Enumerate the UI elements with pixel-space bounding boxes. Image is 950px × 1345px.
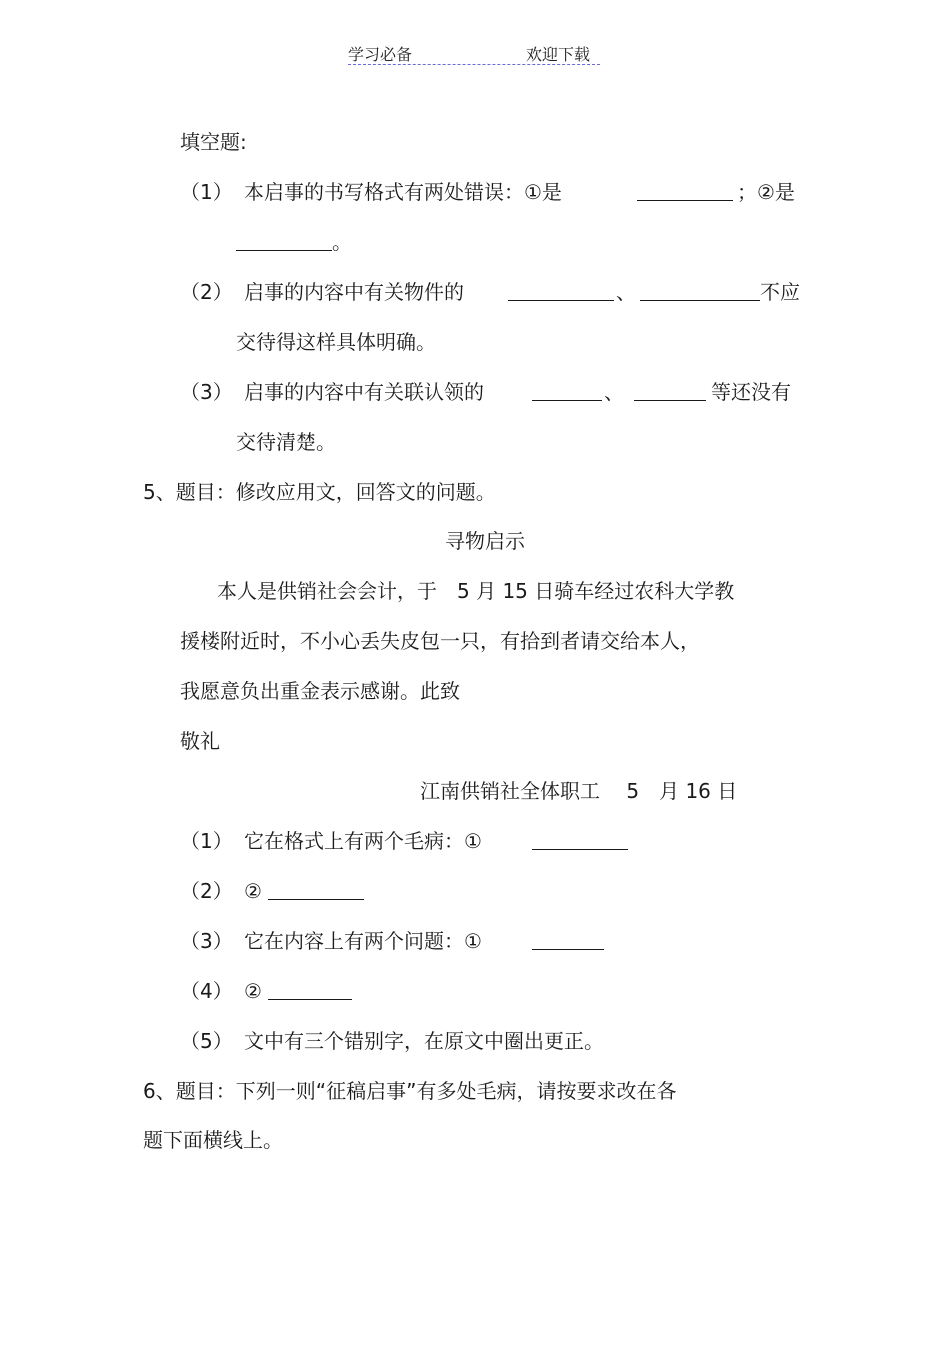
fill-heading: 填空题: xyxy=(180,130,247,154)
answer-blank[interactable] xyxy=(640,282,760,301)
q4-item-1-text: 本启事的书写格式有两处错误：①是 xyxy=(244,180,562,204)
q6-line-1: 6、题目：下列一则“征稿启事”有多处毛病，请按要求改在各 xyxy=(143,1079,677,1103)
answer-blank[interactable] xyxy=(634,382,706,401)
q5-item-1-text: 它在格式上有两个毛病：① xyxy=(244,829,482,853)
q4-item-2-sep: 、 xyxy=(616,280,636,304)
answer-blank[interactable] xyxy=(532,382,602,401)
q5-item-3-number: （3） xyxy=(180,929,233,953)
answer-blank[interactable] xyxy=(236,232,332,251)
notice-closing: 敬礼 xyxy=(180,729,220,753)
notice-title: 寻物启示 xyxy=(445,529,525,553)
q4-item-1-end: 。 xyxy=(332,230,352,254)
q5-item-5-number: （5） xyxy=(180,1029,233,1053)
q5-item-1-number: （1） xyxy=(180,829,233,853)
notice-body-line-3: 我愿意负出重金表示感谢。此致 xyxy=(180,679,460,703)
q5-item-5-text: 文中有三个错别字，在原文中圈出更正。 xyxy=(244,1029,604,1053)
notice-body-line-2: 援楼附近时，不小心丢失皮包一只，有拾到者请交给本人， xyxy=(180,629,700,653)
q5-item-3-text: 它在内容上有两个问题：① xyxy=(244,929,482,953)
answer-blank[interactable] xyxy=(268,981,352,1000)
q4-item-2-text: 启事的内容中有关物件的 xyxy=(244,280,464,304)
q4-item-3-tail: 等还没有 xyxy=(711,380,791,404)
answer-blank[interactable] xyxy=(532,931,604,950)
q4-item-3-sep: 、 xyxy=(604,380,624,404)
answer-blank[interactable] xyxy=(637,182,733,201)
q4-item-2-number: （2） xyxy=(180,280,233,304)
q4-item-2-tail: 不应 xyxy=(760,280,800,304)
header-left-text: 学习必备 xyxy=(348,45,413,64)
q4-item-1-number: （1） xyxy=(180,180,233,204)
q5-item-2-text: ② xyxy=(244,879,262,903)
header-right-text: 欢迎下载 xyxy=(526,45,591,64)
notice-body-line-1: 本人是供销社会会计，于 5 月 15 日骑车经过农科大学教 xyxy=(217,579,735,603)
q4-item-3-continuation: 交待清楚。 xyxy=(236,430,336,454)
q5-item-4-number: （4） xyxy=(180,979,233,1003)
answer-blank[interactable] xyxy=(268,881,364,900)
q5-item-2-number: （2） xyxy=(180,879,233,903)
q4-item-1-mid: ；②是 xyxy=(737,180,795,204)
answer-blank[interactable] xyxy=(532,831,628,850)
q5-item-4-text: ② xyxy=(244,979,262,1003)
q5-title: 5、题目：修改应用文，回答文的问题。 xyxy=(143,480,496,504)
q4-item-2-continuation: 交待得这样具体明确。 xyxy=(236,330,436,354)
header-dashed-rule xyxy=(348,64,600,65)
q4-item-3-number: （3） xyxy=(180,380,233,404)
q4-item-3-text: 启事的内容中有关联认领的 xyxy=(244,380,484,404)
answer-blank[interactable] xyxy=(508,282,614,301)
q6-line-2: 题下面横线上。 xyxy=(143,1128,283,1152)
notice-signature: 江南供销社全体职工 5 月 16 日 xyxy=(420,779,738,803)
